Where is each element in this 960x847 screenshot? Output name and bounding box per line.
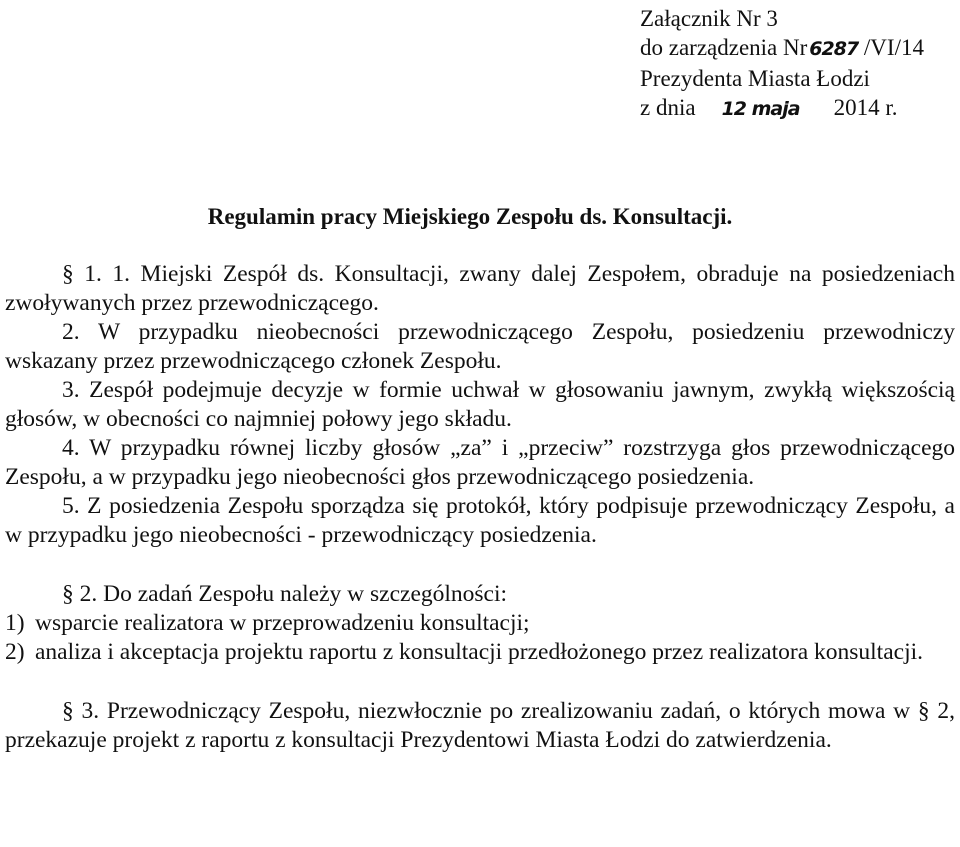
handwritten-date: 12 maja (721, 98, 800, 120)
annex-header (640, 4, 924, 124)
annex-ordinance-prefix: do zarządzenia Nr (640, 35, 808, 60)
annex-date (640, 93, 924, 124)
list-item (5, 638, 955, 667)
handwritten-ordinance-number: 6287 (809, 38, 859, 60)
section-1-paragraph-2: 2. W przypadku nieobecności przewodniczącego Zespołu, posiedzeniu przewodniczy wskazany przez przewodniczącego członek Zespołu. (5, 319, 955, 374)
section-1-paragraph-5: 5. Z posiedzenia Zespołu sporządza się protokół, który podpisuje przewodniczący Zespołu, a w przypadku jego nieobecności - przewodniczący posiedzenia. (5, 493, 955, 548)
annex-issuer: Prezydenta Miasta Łodzi (640, 66, 870, 91)
list-item-text: wsparcie realizatora w przeprowadzeniu konsultacji; (35, 610, 530, 636)
annex-ordinance (640, 33, 924, 64)
document-body (5, 260, 955, 755)
annex-date-year: 2014 r. (833, 95, 898, 120)
section-1-paragraph-3: 3. Zespół podejmuje decyzje w formie uchwał w głosowaniu jawnym, zwykłą większością głosów, w obecności co najmniej połowy jego składu. (5, 377, 955, 432)
annex-number: Załącznik Nr 3 (640, 6, 778, 31)
list-item-label: 1) (5, 610, 25, 636)
annex-date-prefix: z dnia (640, 95, 696, 120)
annex-ordinance-suffix: /VI/14 (858, 35, 924, 60)
section-1-paragraph-1: § 1. 1. Miejski Zespół ds. Konsultacji, zwany dalej Zespołem, obraduje na posiedzeniach zwoływanych przez przewodniczącego. (5, 261, 955, 316)
section-3-paragraph: § 3. Przewodniczący Zespołu, niezwłocznie po zrealizowaniu zadań, o których mowa w § 2, przekazuje projekt z raportu z konsultacji Prezydentowi Miasta Łodzi do zatwierdzenia. (5, 698, 955, 753)
section-2-heading: § 2. Do zadań Zespołu należy w szczególności: (62, 581, 508, 607)
list-item-label: 2) (5, 639, 25, 665)
list-item (5, 609, 955, 638)
section-1-paragraph-4: 4. W przypadku równej liczby głosów „za” i „przeciw” rozstrzyga głos przewodniczącego Zespołu, a w przypadku jego nieobecności głos przewodniczącego posiedzenia. (5, 435, 955, 490)
document-title: Regulamin pracy Miejskiego Zespołu ds. Konsultacji. (207, 204, 733, 229)
list-item-text: analiza i akceptacja projektu raportu z konsultacji przedłożonego przez realizatora konsultacji. (35, 639, 924, 665)
